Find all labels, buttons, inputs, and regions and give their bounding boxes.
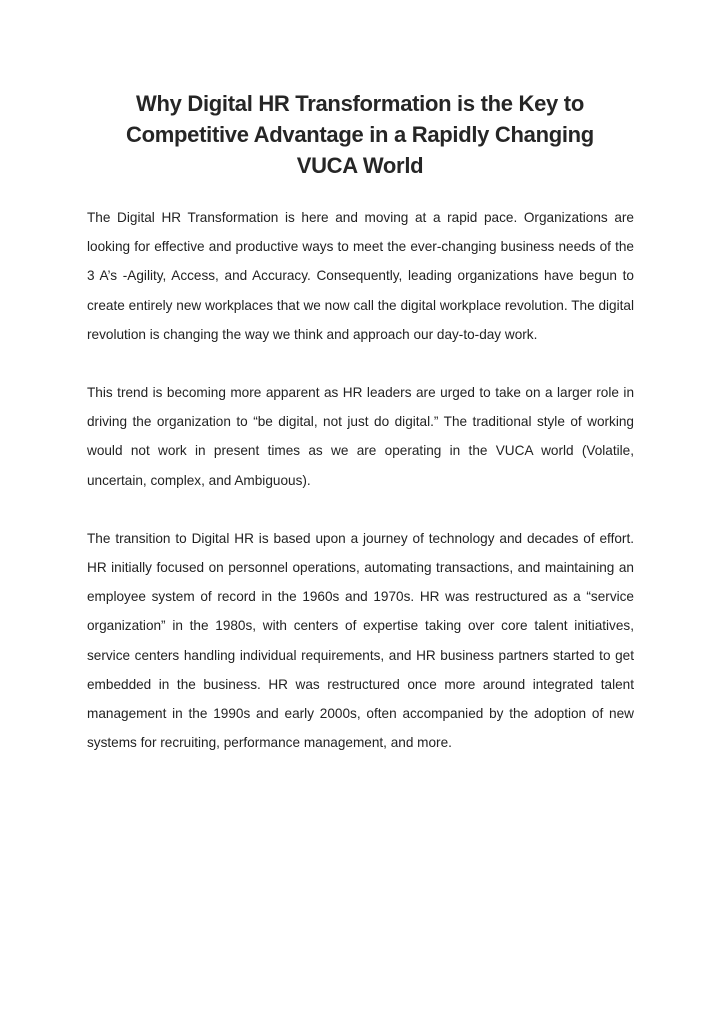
paragraph-intro: The Digital HR Transformation is here and moving at a rapid pace. Organizations are looking for effective and productive ways to meet the ever-changing business needs of the 3 A’s -Agility, Access, and Accuracy. Consequently, leading organizations have begun to create entirely new workplaces that we now call the digital workplace revolution. The digital revolution is changing the way we think and approach our day-to-day work. <box>87 210 634 342</box>
document-body <box>87 203 634 786</box>
paragraph-transition: The transition to Digital HR is based upon a journey of technology and decades of effort. HR initially focused on personnel operations, automating transactions, and maintaining an employee system of record in the 1960s and 1970s. HR was restructured as a “service organization” in the 1980s, with centers of expertise taking over core talent initiatives, service centers handling individual requirements, and HR business partners started to get embedded in the business. HR was restructured once more around integrated talent management in the 1990s and early 2000s, often accompanied by the adoption of new systems for recruiting, performance management, and more. <box>87 530 634 751</box>
document-title: Why Digital HR Transformation is the Key to Competitive Advantage in a Rapidly Changing VUCA World <box>126 91 594 178</box>
paragraph-trend: This trend is becoming more apparent as HR leaders are urged to take on a larger role in driving the organization to “be digital, not just do digital.” The traditional style of working would not work in present times as we are operating in the VUCA world (Volatile, uncertain, complex, and Ambiguous). <box>87 385 634 488</box>
